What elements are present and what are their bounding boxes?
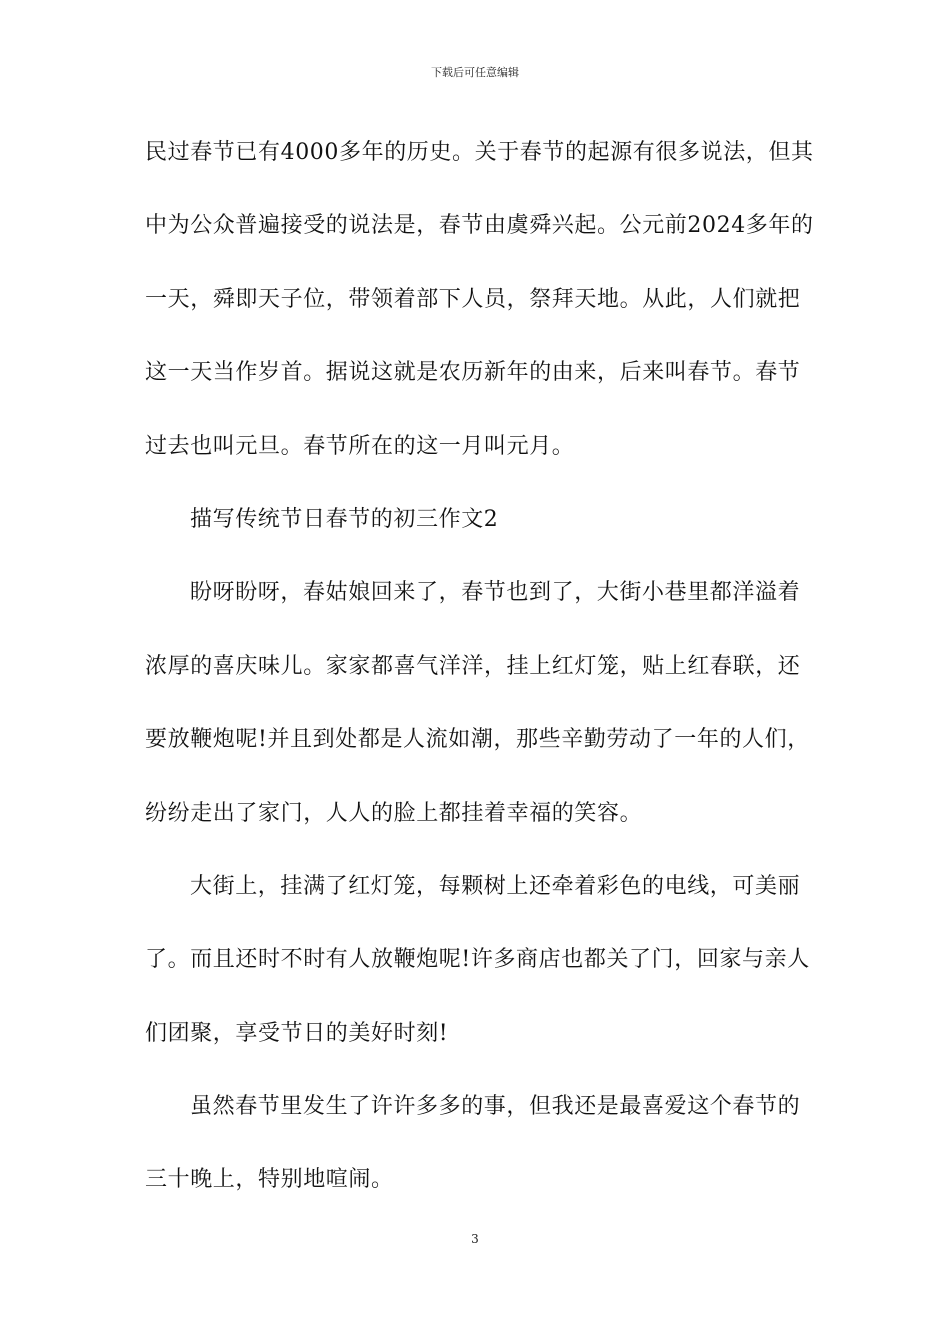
text-line: 浓厚的喜庆味儿。家家都喜气洋洋，挂上红灯笼，贴上红春联，还 [145, 653, 801, 679]
document-body [145, 128, 814, 1229]
text-line: 了。而且还时不时有人放鞭炮呢!许多商店也都关了门，回家与亲人 [145, 947, 810, 973]
text-line: 虽然春节里发生了许许多多的事，但我还是最喜爱这个春节的 [190, 1094, 801, 1120]
text-line: 盼呀盼呀，春姑娘回来了，春节也到了，大街小巷里都洋溢着 [190, 580, 801, 606]
text-line: 大街上，挂满了红灯笼，每颗树上还牵着彩色的电线，可美丽 [190, 873, 801, 899]
text-line: 这一天当作岁首。据说这就是农历新年的由来，后来叫春节。春节 [145, 360, 801, 386]
text-line: 过去也叫元旦。春节所在的这一月叫元月。 [145, 433, 575, 459]
text-line: 中为公众普遍接受的说法是，春节由虞舜兴起。公元前2024多年的 [145, 213, 814, 239]
text-line: 民过春节已有4000多年的历史。关于春节的起源有很多说法，但其 [145, 140, 814, 165]
text-line: 一天，舜即天子位，带领着部下人员，祭拜天地。从此，人们就把 [145, 286, 801, 312]
text-line: 要放鞭炮呢!并且到处都是人流如潮，那些辛勤劳动了一年的人们， [145, 727, 810, 753]
text-line: 纷纷走出了家门，人人的脸上都挂着幸福的笑容。 [145, 800, 643, 826]
page-number: 3 [471, 1232, 479, 1246]
text-line: 三十晚上，特别地喧闹。 [145, 1167, 394, 1193]
page-header: 下载后可任意编辑 [431, 66, 519, 79]
section-heading: 描写传统节日春节的初三作文2 [190, 506, 499, 532]
text-line: 们团聚，享受节日的美好时刻! [145, 1020, 449, 1046]
